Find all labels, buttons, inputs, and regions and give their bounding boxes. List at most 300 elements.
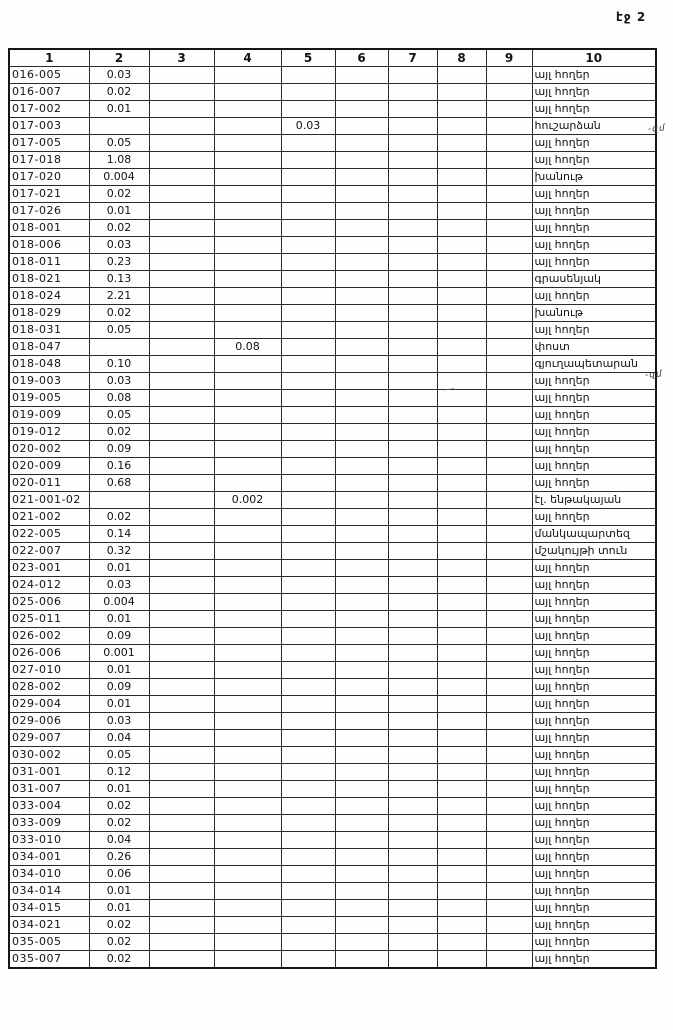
table-row (9, 900, 656, 917)
cell-col8 (437, 152, 486, 169)
cell-col7 (388, 305, 437, 322)
cell-col1: 021-002 (9, 509, 89, 526)
cell-col4 (214, 662, 281, 679)
cell-col7 (388, 747, 437, 764)
cell-col3 (149, 492, 214, 509)
cell-col9 (486, 747, 532, 764)
table-row (9, 254, 656, 271)
cell-col9 (486, 611, 532, 628)
cell-col4 (214, 696, 281, 713)
cell-col5 (281, 662, 335, 679)
cell-col9 (486, 832, 532, 849)
cell-col3 (149, 951, 214, 969)
cell-col4 (214, 526, 281, 543)
cell-col5 (281, 849, 335, 866)
cell-col10: այլ հողեր (532, 101, 656, 118)
cell-col2: 0.09 (89, 628, 149, 645)
table-row (9, 747, 656, 764)
cell-col1: 029-006 (9, 713, 89, 730)
cell-col7 (388, 356, 437, 373)
cell-col8 (437, 815, 486, 832)
cell-col9 (486, 441, 532, 458)
cell-col1: 018-021 (9, 271, 89, 288)
cell-col3 (149, 662, 214, 679)
table-row (9, 798, 656, 815)
table-row (9, 917, 656, 934)
column-header-6: 6 (335, 49, 388, 67)
cell-col6 (335, 628, 388, 645)
cell-col1: 028-002 (9, 679, 89, 696)
cell-col7 (388, 135, 437, 152)
cell-col7 (388, 577, 437, 594)
table-row (9, 679, 656, 696)
cell-col9 (486, 679, 532, 696)
cell-col10: այլ հողեր (532, 373, 656, 390)
cell-col6 (335, 373, 388, 390)
cell-col2: 0.05 (89, 747, 149, 764)
cell-col7 (388, 441, 437, 458)
cell-col10: այլ հողեր (532, 917, 656, 934)
cell-col7 (388, 815, 437, 832)
cell-col2: 0.03 (89, 237, 149, 254)
cell-col6 (335, 611, 388, 628)
cell-col5 (281, 407, 335, 424)
cell-col4 (214, 169, 281, 186)
cell-col2: 0.004 (89, 594, 149, 611)
cell-col5 (281, 356, 335, 373)
cell-col4 (214, 900, 281, 917)
cell-col5: 0.03 (281, 118, 335, 135)
cell-col1: 023-001 (9, 560, 89, 577)
cell-col4 (214, 713, 281, 730)
cell-col9 (486, 339, 532, 356)
cell-col10: այլ հողեր (532, 883, 656, 900)
table-header-row (9, 49, 656, 67)
cell-col6 (335, 815, 388, 832)
cell-col3 (149, 543, 214, 560)
cell-col2: 0.06 (89, 866, 149, 883)
cell-col4 (214, 628, 281, 645)
cell-col10: այլ հողեր (532, 764, 656, 781)
cell-col5 (281, 390, 335, 407)
cell-col4 (214, 424, 281, 441)
cell-col3 (149, 560, 214, 577)
cell-col2: 0.001 (89, 645, 149, 662)
cell-col7 (388, 254, 437, 271)
cell-col4 (214, 373, 281, 390)
cell-col5 (281, 798, 335, 815)
cell-col2: 0.23 (89, 254, 149, 271)
cell-col6 (335, 203, 388, 220)
cell-col9 (486, 322, 532, 339)
column-header-4: 4 (214, 49, 281, 67)
cell-col6 (335, 441, 388, 458)
cell-col9 (486, 288, 532, 305)
cell-col8 (437, 798, 486, 815)
cell-col9 (486, 118, 532, 135)
cell-col9 (486, 662, 532, 679)
cell-col9 (486, 509, 532, 526)
table-row (9, 560, 656, 577)
table-row (9, 781, 656, 798)
cell-col5 (281, 101, 335, 118)
cell-col4 (214, 390, 281, 407)
page-number-label: էջ 2 (616, 10, 647, 24)
cell-col2: 0.04 (89, 730, 149, 747)
cell-col5 (281, 645, 335, 662)
cell-col10: այլ հողեր (532, 424, 656, 441)
cell-col6 (335, 152, 388, 169)
cell-col2: 0.02 (89, 509, 149, 526)
table-row (9, 883, 656, 900)
cell-col9 (486, 373, 532, 390)
cell-col2: 1.08 (89, 152, 149, 169)
cell-col7 (388, 458, 437, 475)
cell-col8 (437, 237, 486, 254)
cell-col9 (486, 781, 532, 798)
cell-col8 (437, 628, 486, 645)
cell-col5 (281, 475, 335, 492)
cell-col1: 029-007 (9, 730, 89, 747)
cell-col10: այլ հողեր (532, 832, 656, 849)
cell-col8 (437, 764, 486, 781)
cell-col2: 0.13 (89, 271, 149, 288)
cell-col5 (281, 186, 335, 203)
cell-col6 (335, 832, 388, 849)
cell-col4 (214, 509, 281, 526)
cell-col10: այլ հողեր (532, 594, 656, 611)
cell-col1: 017-021 (9, 186, 89, 203)
cell-col3 (149, 67, 214, 84)
cell-col7 (388, 475, 437, 492)
cell-col5 (281, 815, 335, 832)
cell-col10: այլ հողեր (532, 900, 656, 917)
cell-col6 (335, 220, 388, 237)
cell-col10: գրասենյակ (532, 271, 656, 288)
cell-col2: 0.14 (89, 526, 149, 543)
cell-col5 (281, 611, 335, 628)
cell-col3 (149, 832, 214, 849)
cell-col3 (149, 288, 214, 305)
cell-col8 (437, 900, 486, 917)
cell-col1: 018-047 (9, 339, 89, 356)
table-row (9, 424, 656, 441)
cell-col2: 0.02 (89, 798, 149, 815)
cell-col9 (486, 84, 532, 101)
cell-col6 (335, 900, 388, 917)
cell-col4 (214, 577, 281, 594)
cell-col3 (149, 628, 214, 645)
cell-col7 (388, 628, 437, 645)
cell-col9 (486, 424, 532, 441)
cell-col5 (281, 220, 335, 237)
cell-col4 (214, 288, 281, 305)
cell-col1: 017-002 (9, 101, 89, 118)
cell-col5 (281, 526, 335, 543)
cell-col2: 0.01 (89, 883, 149, 900)
cell-col5 (281, 679, 335, 696)
cell-col3 (149, 730, 214, 747)
cell-col1: 018-029 (9, 305, 89, 322)
cell-col3 (149, 781, 214, 798)
cell-col6 (335, 866, 388, 883)
cell-col10: էլ. ենթակայան (532, 492, 656, 509)
cell-col2: 0.09 (89, 441, 149, 458)
cell-col10: այլ հողեր (532, 645, 656, 662)
cell-col10: մանկապարտեզ (532, 526, 656, 543)
cell-col8 (437, 407, 486, 424)
cell-col1: 019-009 (9, 407, 89, 424)
cell-col7 (388, 543, 437, 560)
cell-col9 (486, 101, 532, 118)
cell-col4 (214, 866, 281, 883)
cell-col6 (335, 713, 388, 730)
cell-col7 (388, 713, 437, 730)
cell-col5 (281, 951, 335, 969)
cell-col8 (437, 560, 486, 577)
cell-col3 (149, 271, 214, 288)
cell-col4: 0.002 (214, 492, 281, 509)
cell-col1: 017-020 (9, 169, 89, 186)
cell-col8 (437, 526, 486, 543)
cell-col7 (388, 696, 437, 713)
cell-col1: 027-010 (9, 662, 89, 679)
cell-col3 (149, 254, 214, 271)
cell-col7 (388, 866, 437, 883)
cell-col7 (388, 849, 437, 866)
cell-col4 (214, 645, 281, 662)
cell-col2: 0.04 (89, 832, 149, 849)
cell-col9 (486, 628, 532, 645)
cell-col9 (486, 220, 532, 237)
cell-col3 (149, 611, 214, 628)
cell-col7 (388, 764, 437, 781)
cell-col8 (437, 866, 486, 883)
cell-col3 (149, 645, 214, 662)
cell-col3 (149, 917, 214, 934)
cell-col7 (388, 883, 437, 900)
cell-col5 (281, 458, 335, 475)
cell-col8 (437, 611, 486, 628)
cell-col9 (486, 237, 532, 254)
cell-col9 (486, 169, 532, 186)
table-row (9, 220, 656, 237)
cell-col9 (486, 917, 532, 934)
cell-col1: 024-012 (9, 577, 89, 594)
table-row (9, 832, 656, 849)
cell-col3 (149, 764, 214, 781)
cell-col3 (149, 866, 214, 883)
cell-col8 (437, 849, 486, 866)
table-row (9, 543, 656, 560)
cell-col7 (388, 373, 437, 390)
cell-col9 (486, 305, 532, 322)
cell-col1: 019-012 (9, 424, 89, 441)
cell-col2: 0.02 (89, 186, 149, 203)
cell-col5 (281, 866, 335, 883)
cell-col7 (388, 679, 437, 696)
cell-col9 (486, 849, 532, 866)
cell-col10: այլ հողեր (532, 237, 656, 254)
cell-col9 (486, 407, 532, 424)
cell-col7 (388, 67, 437, 84)
cell-col2: 0.02 (89, 917, 149, 934)
cell-col2: 0.05 (89, 135, 149, 152)
cell-col2: 0.004 (89, 169, 149, 186)
cell-col8 (437, 645, 486, 662)
cell-col10: այլ հողեր (532, 220, 656, 237)
cell-col2: 0.01 (89, 900, 149, 917)
table-row (9, 237, 656, 254)
cell-col6 (335, 679, 388, 696)
cell-col4 (214, 220, 281, 237)
cell-col8 (437, 135, 486, 152)
table-row (9, 407, 656, 424)
cell-col4 (214, 458, 281, 475)
table-row (9, 322, 656, 339)
cell-col10: այլ հողեր (532, 747, 656, 764)
cell-col2: 0.03 (89, 373, 149, 390)
cell-col8 (437, 696, 486, 713)
cell-col1: 017-026 (9, 203, 89, 220)
cell-col9 (486, 594, 532, 611)
cell-col1: 031-001 (9, 764, 89, 781)
table-row (9, 441, 656, 458)
cell-col8 (437, 509, 486, 526)
cell-col1: 033-009 (9, 815, 89, 832)
table-row (9, 509, 656, 526)
cell-col6 (335, 645, 388, 662)
cell-col9 (486, 254, 532, 271)
cell-col7 (388, 526, 437, 543)
cell-col6 (335, 67, 388, 84)
cell-col9 (486, 798, 532, 815)
table-row (9, 458, 656, 475)
cell-col2: 2.21 (89, 288, 149, 305)
cell-col8 (437, 67, 486, 84)
cell-col6 (335, 560, 388, 577)
cell-col2: 0.01 (89, 611, 149, 628)
cell-col8 (437, 254, 486, 271)
table-row (9, 526, 656, 543)
cell-col9 (486, 475, 532, 492)
cell-col2 (89, 492, 149, 509)
cell-col10: այլ հողեր (532, 390, 656, 407)
cell-col8 (437, 662, 486, 679)
cell-col4 (214, 67, 281, 84)
cell-col7 (388, 220, 437, 237)
cell-col6 (335, 934, 388, 951)
table-row (9, 203, 656, 220)
cell-col1: 022-007 (9, 543, 89, 560)
cell-col7 (388, 832, 437, 849)
column-header-9: 9 (486, 49, 532, 67)
cell-col10: մշակույթի տուն (532, 543, 656, 560)
cell-col1: 018-006 (9, 237, 89, 254)
cell-col10: այլ հողեր (532, 951, 656, 969)
cell-col2: 0.02 (89, 424, 149, 441)
cell-col6 (335, 288, 388, 305)
cell-col7 (388, 594, 437, 611)
cell-col9 (486, 356, 532, 373)
cell-col10: այլ հողեր (532, 67, 656, 84)
cell-col5 (281, 271, 335, 288)
cell-col8 (437, 832, 486, 849)
cell-col4 (214, 594, 281, 611)
cell-col4 (214, 305, 281, 322)
cell-col10: այլ հողեր (532, 135, 656, 152)
cell-col10: այլ հողեր (532, 288, 656, 305)
cell-col9 (486, 815, 532, 832)
cell-col6 (335, 322, 388, 339)
table-row (9, 577, 656, 594)
cell-col1: 033-004 (9, 798, 89, 815)
cell-col8 (437, 441, 486, 458)
cell-col7 (388, 781, 437, 798)
cell-col2: 0.12 (89, 764, 149, 781)
cell-col1: 019-005 (9, 390, 89, 407)
cell-col10: այլ հողեր (532, 577, 656, 594)
cell-col1: 026-006 (9, 645, 89, 662)
cell-col10: այլ հողեր (532, 560, 656, 577)
cell-col3 (149, 679, 214, 696)
cell-col4 (214, 764, 281, 781)
cell-col7 (388, 101, 437, 118)
cell-col6 (335, 118, 388, 135)
table-row (9, 118, 656, 135)
cell-col7 (388, 84, 437, 101)
cell-col5 (281, 492, 335, 509)
land-parcel-table (8, 48, 657, 969)
cell-col2: 0.02 (89, 220, 149, 237)
cell-col4 (214, 322, 281, 339)
cell-col3 (149, 815, 214, 832)
column-header-2: 2 (89, 49, 149, 67)
cell-col1: 025-011 (9, 611, 89, 628)
cell-col6 (335, 764, 388, 781)
cell-col4 (214, 84, 281, 101)
cell-col1: 025-006 (9, 594, 89, 611)
cell-col2: 0.01 (89, 662, 149, 679)
cell-col8 (437, 118, 486, 135)
table-row (9, 339, 656, 356)
cell-col4 (214, 203, 281, 220)
cell-col7 (388, 798, 437, 815)
table-row (9, 645, 656, 662)
cell-col3 (149, 373, 214, 390)
cell-col7 (388, 560, 437, 577)
cell-col1: 034-021 (9, 917, 89, 934)
cell-col6 (335, 356, 388, 373)
cell-col3 (149, 594, 214, 611)
cell-col3 (149, 152, 214, 169)
cell-col10: այլ հողեր (532, 322, 656, 339)
cell-col7 (388, 203, 437, 220)
cell-col4 (214, 356, 281, 373)
cell-col3 (149, 883, 214, 900)
cell-col8 (437, 271, 486, 288)
cell-col5 (281, 339, 335, 356)
cell-col1: 016-005 (9, 67, 89, 84)
cell-col3 (149, 526, 214, 543)
cell-col10: այլ հողեր (532, 713, 656, 730)
cell-col1: 026-002 (9, 628, 89, 645)
cell-col4 (214, 611, 281, 628)
cell-col4 (214, 101, 281, 118)
table-row (9, 186, 656, 203)
cell-col7 (388, 322, 437, 339)
cell-col1: 020-002 (9, 441, 89, 458)
